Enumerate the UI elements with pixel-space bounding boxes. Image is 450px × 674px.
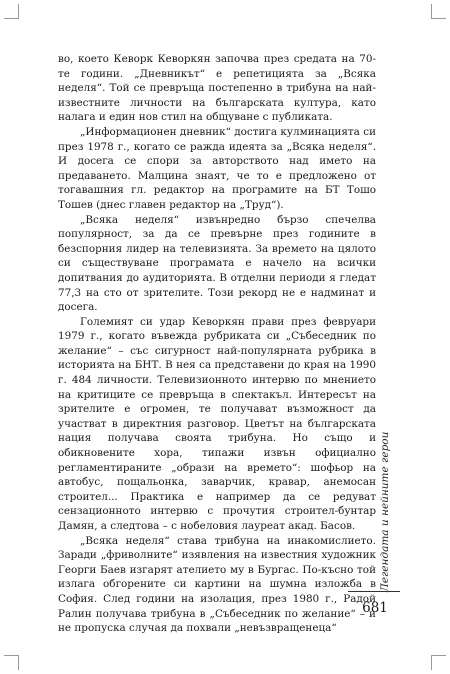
paragraph-4: Големият си удар Кеворкян прави през февруари 1979 г., когато въвежда рубриката си „Събеседник по желание“ – със сигурност най-популярната рубрика в историята на БНТ. В нея са представени до края на 1990 г. 484 личности. Телевизионното интервю по мнението на критиците се превръща в спектакъл. Интересът на зрителите е огромен, те получават възможност да участват в директния разговор. Цветът на българската нация получава своята трибуна. Но също и обикновените хора, типажи извън официално регламентираните „образи на времето“: шофьор на автобус, пощальонка, заварчик, кравар, анемосан строител... Практика е например да се редуват сензационното интервю с прочутия строител-бунтар Дамян, а следтова – с нобеловия лауреат акад. Басов.: [58, 315, 376, 532]
crop-mark-bottom-right: [431, 655, 446, 670]
paragraph-3: „Всяка неделя“ извънредно бързо спечелва популярност, за да се превърне през годините в безспорния лидер на телевизията. За времето на цялото си съществуване програмата е начело на всички допитвания до аудиторията. В отделни периоди я гледат 77,3 на сто от зрителите. Този рекорд не е надминат и досега.: [58, 213, 376, 314]
body-text: [58, 52, 376, 636]
crop-mark-bottom-left: [4, 655, 19, 670]
page-number-rule: [348, 591, 400, 592]
paragraph-1: во, което Кеворк Кеворкян започва през средата на 70-те години. „Дневникът“ е репетицията за „Всяка неделя“. Той се превръща постепенно в трибуна на най-известните личности на българската култура, като налага и един нов стил на общуване с публиката.: [58, 53, 376, 124]
page-number: 681: [362, 600, 388, 616]
paragraph-2: „Информационен дневник“ достига кулминацията си през 1978 г., когато се ражда идеята за „Всяка неделя“. И досега се спори за авторството над името на предаването. Малцина знаят, че то е предложено от тогавашния гл. редактор на програмите на БТ Тошо Тошев (днес главен редактор на „Труд“).: [58, 125, 376, 211]
paragraph-5: „Всяка неделя“ става трибуна на инакомислието. Заради „фриволните“ изявления на известния художник Георги Баев изгарят ателието му в Бургас. По-късно той излага обгорените си картини на шумна изложба в София. След години на изолация, през 1980 г., Радой Ралин получава трибуна в „Събеседник по желание“ – и не пропуска случая да похвали „невъзвращенеца“: [58, 534, 376, 635]
running-head: Легендата и нейните герои: [379, 431, 391, 592]
crop-mark-top-right: [431, 4, 446, 19]
crop-mark-top-left: [4, 4, 19, 19]
